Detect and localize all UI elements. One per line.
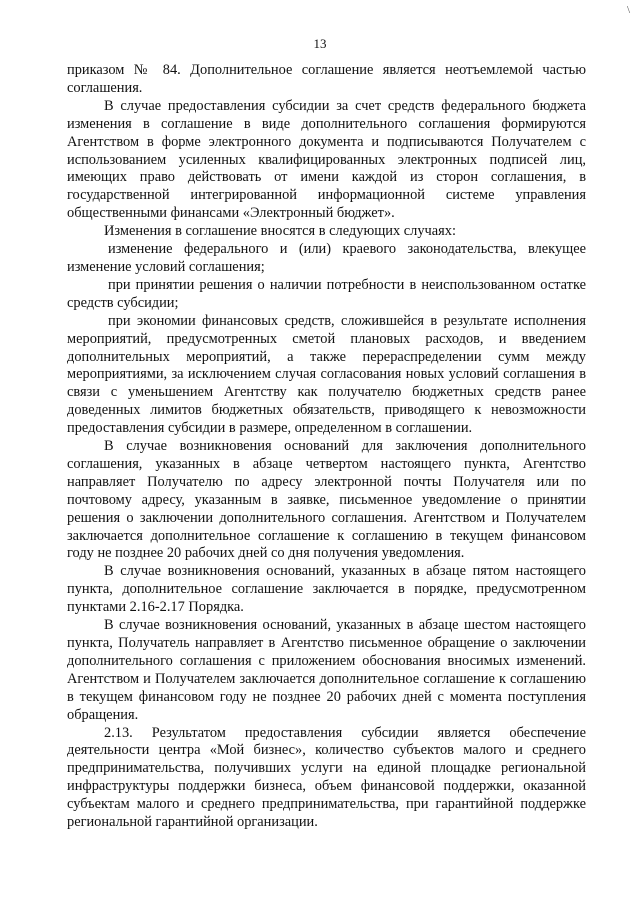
corner-mark: \: [626, 4, 630, 16]
paragraph-fifth-clause: В случае возникновения оснований, указанных в абзаце пятом настоящего пункта, дополнительное соглашение заключается в порядке, предусмотренном пунктами 2.16-2.17 Порядка.: [67, 563, 586, 616]
paragraph-2-13-result: 2.13. Результатом предоставления субсидии является обеспечение деятельности центра «Мой бизнес», количество субъектов малого и среднего предпринимательства, получивших услуги на единой площадке региональной инфраструктуры поддержки бизнеса, объем финансовой поддержки, оказанной субъектам малого и среднего предпринимательства, при гарантийной поддержке региональной гарантийной организации.: [67, 724, 586, 831]
paragraph-case-unused-balance: при принятии решения о наличии потребности в неиспользованном остатке средств субсидии;: [67, 276, 586, 311]
page-number: 13: [313, 36, 327, 51]
paragraph-cases-intro: Изменения в соглашение вносятся в следующих случаях:: [104, 223, 456, 240]
paragraph-electronic-signing: В случае предоставления субсидии за счет средств федерального бюджета изменения в соглашение в виде дополнительного соглашения формируются Агентством в форме электронного документа и подписываются Получателем с использованием усиленных квалифицированных электронных подписей лиц, имеющих право действовать от имени каждой из сторон соглашения, в государственной интегрированной информационной системе управления общественными финансами «Электронный бюджет».: [67, 97, 586, 222]
paragraph-case-legislation: изменение федерального и (или) краевого законодательства, влекущее изменение условий соглашения;: [67, 241, 586, 275]
paragraph-continuation: приказом № 84. Дополнительное соглашение является неотъемлемой частью соглашения.: [67, 62, 586, 96]
paragraph-notification: В случае возникновения оснований для заключения дополнительного соглашения, указанных в абзаце четвертом настоящего пункта, Агентство направляет Получателю по адресу электронной почты Получателя или по почтовому адресу, указанным в заявке, письменное уведомление о принятии решения о заключении дополнительного соглашения. Агентством и Получателем заключается дополнительное соглашение к соглашению в текущем финансовом году не позднее 20 рабочих дней со дня получения уведомления.: [67, 438, 586, 562]
paragraph-case-savings: при экономии финансовых средств, сложившейся в результате исполнения мероприятий, предусмотренных сметой плановых расходов, и введением дополнительных мероприятий, а также перераспределении сумм между мероприятиями, за исключением случая согласования новых условий соглашения в связи с уменьшением Агентству как получателю бюджетных средств ранее доведенных лимитов бюджетных обязательств, приводящего к невозможности предоставления субсидии в размере, определенном в соглашении.: [67, 312, 586, 437]
body-text: [67, 62, 586, 832]
paragraph-sixth-clause: В случае возникновения оснований, указанных в абзаце шестом настоящего пункта, Получатель направляет в Агентство письменное обращение о заключении дополнительного соглашения с приложением обоснования вносимых изменений. Агентством и Получателем заключается дополнительное соглашение к соглашению в текущем финансовом году не позднее 20 рабочих дней с момента поступления обращения.: [67, 617, 586, 723]
